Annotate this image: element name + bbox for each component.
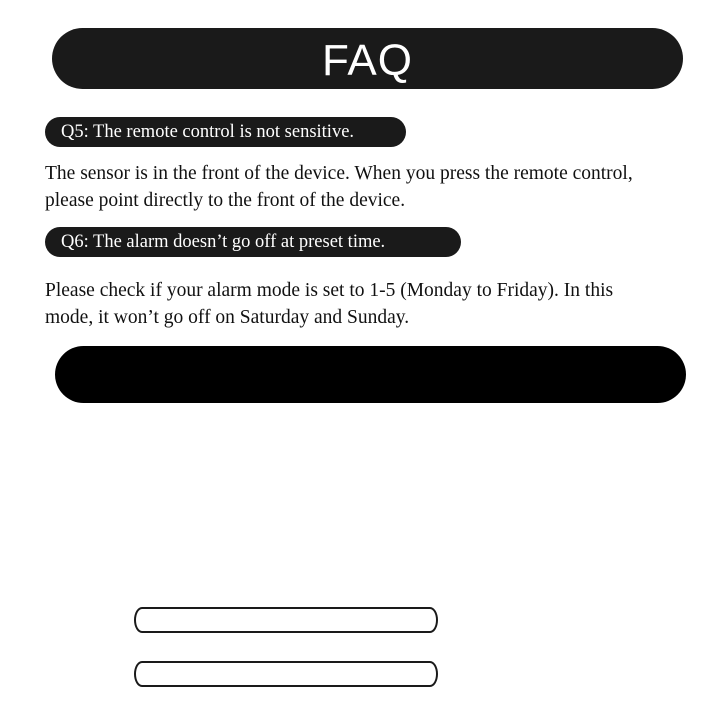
answer-q5-line-2: please point directly to the front of the device.	[45, 190, 406, 211]
page-title: FAQ	[321, 35, 414, 85]
empty-outline-box-2	[134, 661, 438, 687]
answer-q6-line-2: mode, it won’t go off on Saturday and Sunday.	[45, 307, 410, 328]
answer-q6	[45, 277, 705, 331]
answer-q5-line-1: The sensor is in the front of the device. When you press the remote control,	[45, 163, 633, 184]
empty-outline-box-1	[134, 607, 438, 633]
question-q5: Q5: The remote control is not sensitive.	[45, 117, 406, 147]
section-divider-bar	[55, 346, 686, 403]
question-q6: Q6: The alarm doesn’t go off at preset time.	[45, 227, 461, 257]
faq-header-banner	[52, 28, 683, 89]
answer-q5	[45, 160, 705, 214]
answer-q6-line-1: Please check if your alarm mode is set to 1-5 (Monday to Friday). In this	[45, 280, 614, 301]
